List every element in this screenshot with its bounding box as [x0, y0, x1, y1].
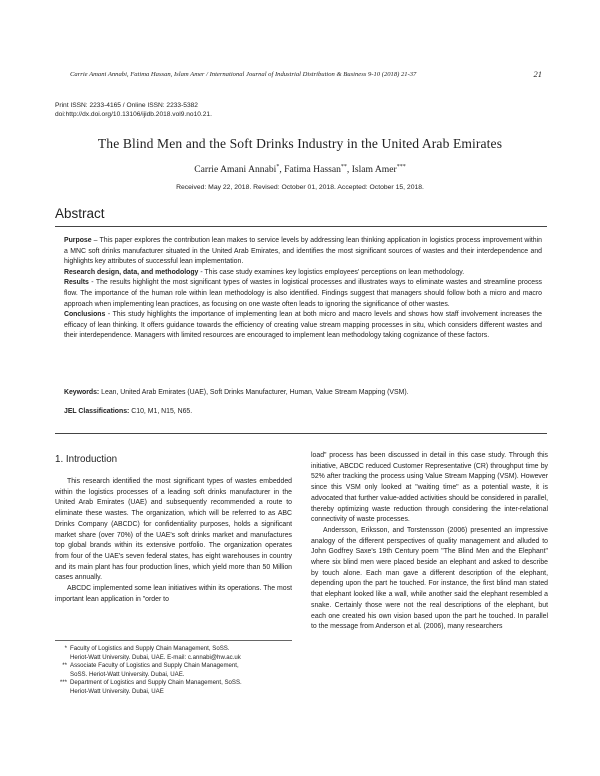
conclusions-text: - This study highlights the importance of implementing lean at both micro and macro levels and shows how staff involvement increases the efficacy of lean thinking. It offers guidance towards the efficiency of creating value stream mapping processes in situ, which considers different wastes and their interdependence. Managers with limited resources are encouraged to implement lean methodology taking cognizance of these factors. [64, 311, 542, 340]
design-text: - This case study examines key logistics employees' perceptions on lean methodology. [198, 268, 465, 276]
footnote-line: Department of Logistics and Supply Chain Management, SoSS. [70, 679, 242, 687]
abstract-heading: Abstract [55, 206, 105, 221]
author-mark: *** [396, 164, 406, 170]
author-name: Islam Amer [351, 164, 397, 176]
keywords-label: Keywords: [64, 389, 100, 396]
author-list [40, 164, 560, 175]
left-column [55, 451, 292, 605]
footnote-line: SoSS. Heriot-Watt University. Dubai, UAE. [70, 670, 185, 678]
running-head: Carrie Amani Annabi, Fatima Hassan, Islam Amer / International Journal of Industrial Distribution & Business 9-10 (2018) 21-37 [70, 71, 417, 78]
footnote-text [70, 679, 295, 696]
right-column [311, 451, 548, 633]
abstract-bottom-rule [55, 433, 547, 434]
abstract-conclusions [64, 310, 542, 342]
footnote-mark: * [64, 645, 67, 652]
author-mark: ** [340, 164, 347, 170]
submission-dates: Received: May 22, 2018. Revised: October 01, 2018. Accepted: October 15, 2018. [176, 184, 424, 191]
abstract-body [64, 236, 542, 342]
body-paragraph: ABCDC implemented some lean initiatives within its operations. The most important lean application in "order to [55, 585, 292, 603]
body-paragraph: This research identified the most significant types of wastes embedded within the logistics processes of a leading soft drinks manufacturer in the United Arab Emirates (UAE) and subsequently recommended a route to eliminate these wastes. The organization, which will be referred to as ABC Drinks Company (ABCDC) for confidentiality purposes, holds a significant market share (over 70%) of the UAE's soft drinks market and manufactures top global brands within its extensive portfolio. The organization operates from four of the UAE's seven federal states, has eight warehouses in country and its main plant has four production lines, which yield more than 50 Million cases annually. [55, 478, 292, 582]
footnote-rule [55, 640, 292, 641]
issn-block [55, 101, 212, 119]
paper-title: The Blind Men and the Soft Drinks Industry in the United Arab Emirates [97, 136, 503, 151]
abstract-results [64, 278, 542, 310]
results-label: Results [64, 279, 89, 287]
footnote-line: Heriot-Watt University. Dubai, UAE. E-mail: c.annabi@hw.ac.uk [70, 653, 241, 661]
footnote [55, 679, 295, 696]
doi-line: doi:http://dx.doi.org/10.13106/ijidb.2018.vol9.no10.21. [55, 111, 212, 118]
footnote-line: Heriot-Watt University. Dubai, UAE [70, 687, 164, 695]
author-separator: , [346, 164, 352, 176]
jel-text: C10, M1, N15, N65. [129, 408, 193, 415]
design-label: Research design, data, and methodology [64, 268, 199, 276]
footnote [55, 645, 295, 662]
footnote [55, 662, 295, 679]
body-paragraph: load" process has been discussed in detail in this case study. Through this initiative, ABCDC reduced Customer Representative (CR) throughput time by 52% after tracking the process using Value Stream Mapping (VSM). However since this VSM only looked at "waiting time" as a potential waste, it is advocated that further value-added activities should be considered in parallel, thereby optimizing waste reduction through considering the inter-relational connectivity of waste processes. [311, 452, 548, 524]
keywords-text: Lean, United Arab Emirates (UAE), Soft Drinks Manufacturer, Human, Value Stream Mapping (VSM). [99, 389, 409, 396]
footnotes [55, 645, 295, 697]
abstract-top-rule [55, 226, 547, 227]
purpose-label: Purpose [64, 237, 92, 244]
author-name: Fatima Hassan [284, 164, 341, 176]
jel-label: JEL Classifications: [64, 408, 130, 415]
conclusions-label: Conclusions [64, 311, 106, 319]
keywords [64, 389, 542, 396]
author-name: Carrie Amani Annabi [194, 164, 277, 176]
issn-line: Print ISSN: 2233-4165 / Online ISSN: 2233-5382 [55, 102, 198, 109]
section-heading: 1. Introduction [55, 454, 118, 465]
author-mark: * [276, 164, 280, 170]
body-paragraph: Andersson, Eriksson, and Torstensson (2006) presented an impressive analogy of the different perspectives of quality management and alluded to John Godfrey Saxe's 19th Century poem "The Blind Men and the Elephant" where six blind men were placed beside an elephant and asked to describe by touch alone. Each man gave a different description of the elephant, depending upon the part he touched. For instance, the first blind man stated that elephant looked like a wall, while another said the elephant resembled a snake. Certainly those were not the real descriptions of the elephant, but each one created his own vision based upon the part he touched. In parallel to the message from Anderson et al. (2006), many researchers [311, 526, 548, 631]
footnote-line: Associate Faculty of Logistics and Supply Chain Management, [70, 662, 239, 670]
page-number: 21 [533, 69, 542, 79]
abstract-purpose [64, 236, 542, 268]
footnote-mark: ** [62, 662, 67, 670]
footnote-text [70, 662, 295, 679]
jel-classifications [64, 408, 542, 415]
results-text: - The results highlight the most significant types of wastes in logistical processes and illustrates ways to eliminate wastes and streamline process flow. The importance of the human role within lean methodology is also identified. Findings suggest that managers should follow both a micro and macro approach when implementing lean practices, as focusing on one waste often leads to ignoring the significance of other wastes. [64, 279, 542, 308]
author-separator: , [279, 164, 285, 176]
footnote-mark: *** [59, 679, 67, 687]
footnote-text [70, 645, 295, 662]
footnote-line: Faculty of Logistics and Supply Chain Management, SoSS. [70, 645, 230, 652]
purpose-text: – This paper explores the contribution lean makes to service levels by addressing lean thinking application in logistics process improvement within a MNC soft drinks manufacturer situated in the United Arab Emirates, and identifies the most significant sources of wastes and their interdependence and highlights key attributes of successful lean implementation. [64, 237, 542, 266]
abstract-design [64, 268, 542, 279]
